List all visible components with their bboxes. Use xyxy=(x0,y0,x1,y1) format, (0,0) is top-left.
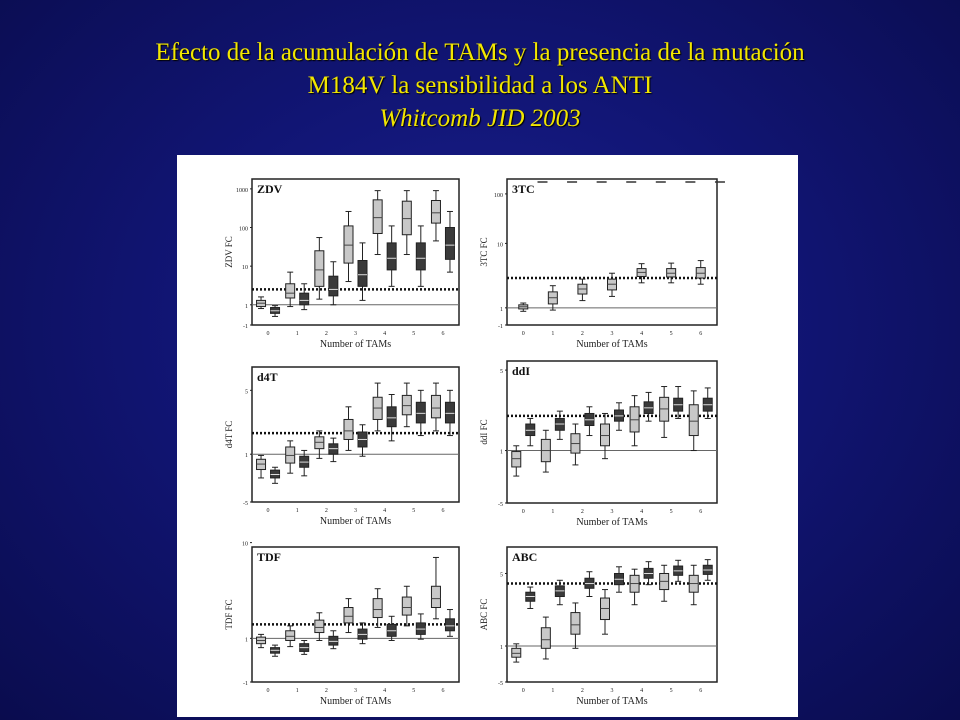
x-tick-label: 0 xyxy=(266,508,270,514)
y-tick-label: 1 xyxy=(245,637,248,644)
box-body xyxy=(387,243,396,270)
box-body xyxy=(402,597,411,615)
figure-panel xyxy=(177,155,798,717)
x-tick-label: 6 xyxy=(441,508,445,514)
x-tick-label: 4 xyxy=(640,688,644,694)
x-tick-label: 2 xyxy=(580,331,584,337)
y-axis-label: ZDV FC xyxy=(224,236,234,268)
box-body xyxy=(512,648,521,657)
box-body xyxy=(689,405,698,436)
x-tick-label: 5 xyxy=(669,509,673,515)
y-tick-label: -5 xyxy=(498,502,503,508)
x-tick-label: 1 xyxy=(551,331,555,337)
box-body xyxy=(431,586,440,607)
box-body xyxy=(402,395,411,414)
x-tick-label: 1 xyxy=(295,508,299,514)
chart-panel-zdv xyxy=(224,179,459,350)
box-body xyxy=(358,261,367,287)
y-axis-label: TDF FC xyxy=(224,599,234,630)
y-tick-label: 10 xyxy=(242,265,248,272)
box-body xyxy=(601,424,610,446)
chart-panel-abc xyxy=(479,547,717,707)
plot-frame xyxy=(507,547,717,682)
box-body xyxy=(344,419,353,439)
x-tick-label: 5 xyxy=(669,331,673,337)
x-tick-label: 3 xyxy=(354,688,357,694)
box-body xyxy=(286,631,295,641)
x-tick-label: 6 xyxy=(441,688,445,694)
box-body xyxy=(431,395,440,417)
y-tick-label: 1 xyxy=(245,453,248,460)
y-tick-label: 100 xyxy=(494,192,503,199)
y-tick-label: 5 xyxy=(245,389,248,396)
x-tick-label: 5 xyxy=(412,331,416,337)
slide-title xyxy=(0,36,960,135)
box-body xyxy=(344,608,353,623)
x-axis-label: Number of TAMs xyxy=(576,517,648,528)
y-tick-label: 10 xyxy=(497,242,503,249)
panel-title: d4T xyxy=(257,370,278,384)
box-body xyxy=(512,452,521,467)
box-body xyxy=(344,226,353,263)
x-tick-label: 4 xyxy=(383,508,387,514)
box-body xyxy=(445,619,454,631)
panel-title: ABC xyxy=(512,550,538,564)
x-tick-label: 6 xyxy=(699,331,703,337)
plot-frame xyxy=(507,179,717,325)
box-body xyxy=(300,293,309,305)
chart-panel-ddi xyxy=(479,361,717,528)
x-tick-label: 3 xyxy=(610,688,614,694)
x-tick-label: 0 xyxy=(521,331,525,337)
plot-frame xyxy=(507,361,717,503)
x-tick-label: 4 xyxy=(640,331,644,337)
y-axis-label: ddI FC xyxy=(479,419,489,445)
panel-title: 3TC xyxy=(512,182,535,196)
chart-panel-d4t xyxy=(224,367,459,527)
panel-title: ZDV xyxy=(257,182,283,196)
x-tick-label: 0 xyxy=(521,509,525,515)
box-body xyxy=(571,613,580,635)
x-tick-label: 4 xyxy=(640,509,644,515)
box-body xyxy=(373,200,382,234)
x-tick-label: 1 xyxy=(295,331,299,337)
y-tick-label: 1 xyxy=(245,303,248,310)
box-body xyxy=(329,636,338,645)
y-tick-label: 1 xyxy=(500,449,503,456)
y-tick-label: 100 xyxy=(239,226,248,233)
plot-frame xyxy=(252,367,459,502)
box-body xyxy=(329,276,338,296)
y-tick-label: 1000 xyxy=(236,187,248,194)
box-body xyxy=(286,284,295,298)
x-tick-label: 6 xyxy=(699,688,703,694)
x-tick-label: 3 xyxy=(354,508,357,514)
box-body xyxy=(445,402,454,423)
y-tick-label: -1 xyxy=(243,324,248,330)
y-tick-label: 5 xyxy=(500,572,503,579)
y-axis-label: d4T FC xyxy=(224,420,234,449)
x-tick-label: 0 xyxy=(266,688,270,694)
box-body xyxy=(541,628,550,649)
x-tick-label: 0 xyxy=(266,331,270,337)
box-body xyxy=(402,201,411,235)
x-tick-label: 1 xyxy=(295,688,299,694)
y-tick-label: -1 xyxy=(243,681,248,687)
x-tick-label: 2 xyxy=(580,509,584,515)
y-tick-label: 1 xyxy=(500,306,503,313)
x-axis-label: Number of TAMs xyxy=(319,339,392,350)
x-tick-label: 3 xyxy=(610,509,614,515)
x-tick-label: 0 xyxy=(521,688,525,694)
box-body xyxy=(387,407,396,427)
box-body xyxy=(445,228,454,260)
x-tick-label: 6 xyxy=(441,331,445,337)
x-tick-label: 2 xyxy=(324,331,328,337)
x-axis-label: Number of TAMs xyxy=(576,696,648,707)
chart-panel-tdf xyxy=(224,542,459,707)
panel-title: ddI xyxy=(512,364,531,378)
panel-title: TDF xyxy=(257,550,281,564)
y-tick-label: 5 xyxy=(500,369,503,376)
box-body xyxy=(315,620,324,632)
y-tick-label: -5 xyxy=(498,681,503,687)
x-tick-label: 2 xyxy=(324,508,328,514)
x-tick-label: 3 xyxy=(354,331,357,337)
x-tick-label: 2 xyxy=(580,688,584,694)
y-tick-label: 10 xyxy=(242,541,248,548)
box-body xyxy=(416,243,425,270)
box-body xyxy=(315,251,324,287)
title-line-2: M184V la sensibilidad a los ANTI xyxy=(307,72,653,99)
plot-frame xyxy=(252,547,459,682)
y-tick-label: 1 xyxy=(500,645,503,652)
x-axis-label: Number of TAMs xyxy=(319,516,392,527)
x-axis-label: Number of TAMs xyxy=(319,696,392,707)
x-tick-label: 5 xyxy=(669,688,673,694)
x-tick-label: 1 xyxy=(551,509,555,515)
y-tick-label: -1 xyxy=(498,324,503,330)
x-tick-label: 4 xyxy=(383,331,387,337)
x-tick-label: 1 xyxy=(551,688,555,694)
x-tick-label: 6 xyxy=(699,509,703,515)
citation: Whitcomb JID 2003 xyxy=(379,105,581,132)
y-axis-label: ABC FC xyxy=(479,598,489,631)
x-tick-label: 5 xyxy=(412,688,416,694)
x-tick-label: 2 xyxy=(324,688,328,694)
x-tick-label: 3 xyxy=(610,331,614,337)
plot-frame xyxy=(252,179,459,325)
x-tick-label: 5 xyxy=(412,508,416,514)
x-axis-label: Number of TAMs xyxy=(576,339,648,350)
y-axis-label: 3TC FC xyxy=(479,237,489,267)
y-tick-label: -5 xyxy=(243,501,248,507)
chart-panel-3tc xyxy=(479,179,717,350)
box-body xyxy=(431,200,440,223)
x-tick-label: 4 xyxy=(383,688,387,694)
title-line-1: Efecto de la acumulación de TAMs y la presencia de la mutación xyxy=(155,39,805,66)
boxplot-figure xyxy=(177,155,798,717)
box-body xyxy=(416,402,425,423)
box-body xyxy=(373,599,382,618)
